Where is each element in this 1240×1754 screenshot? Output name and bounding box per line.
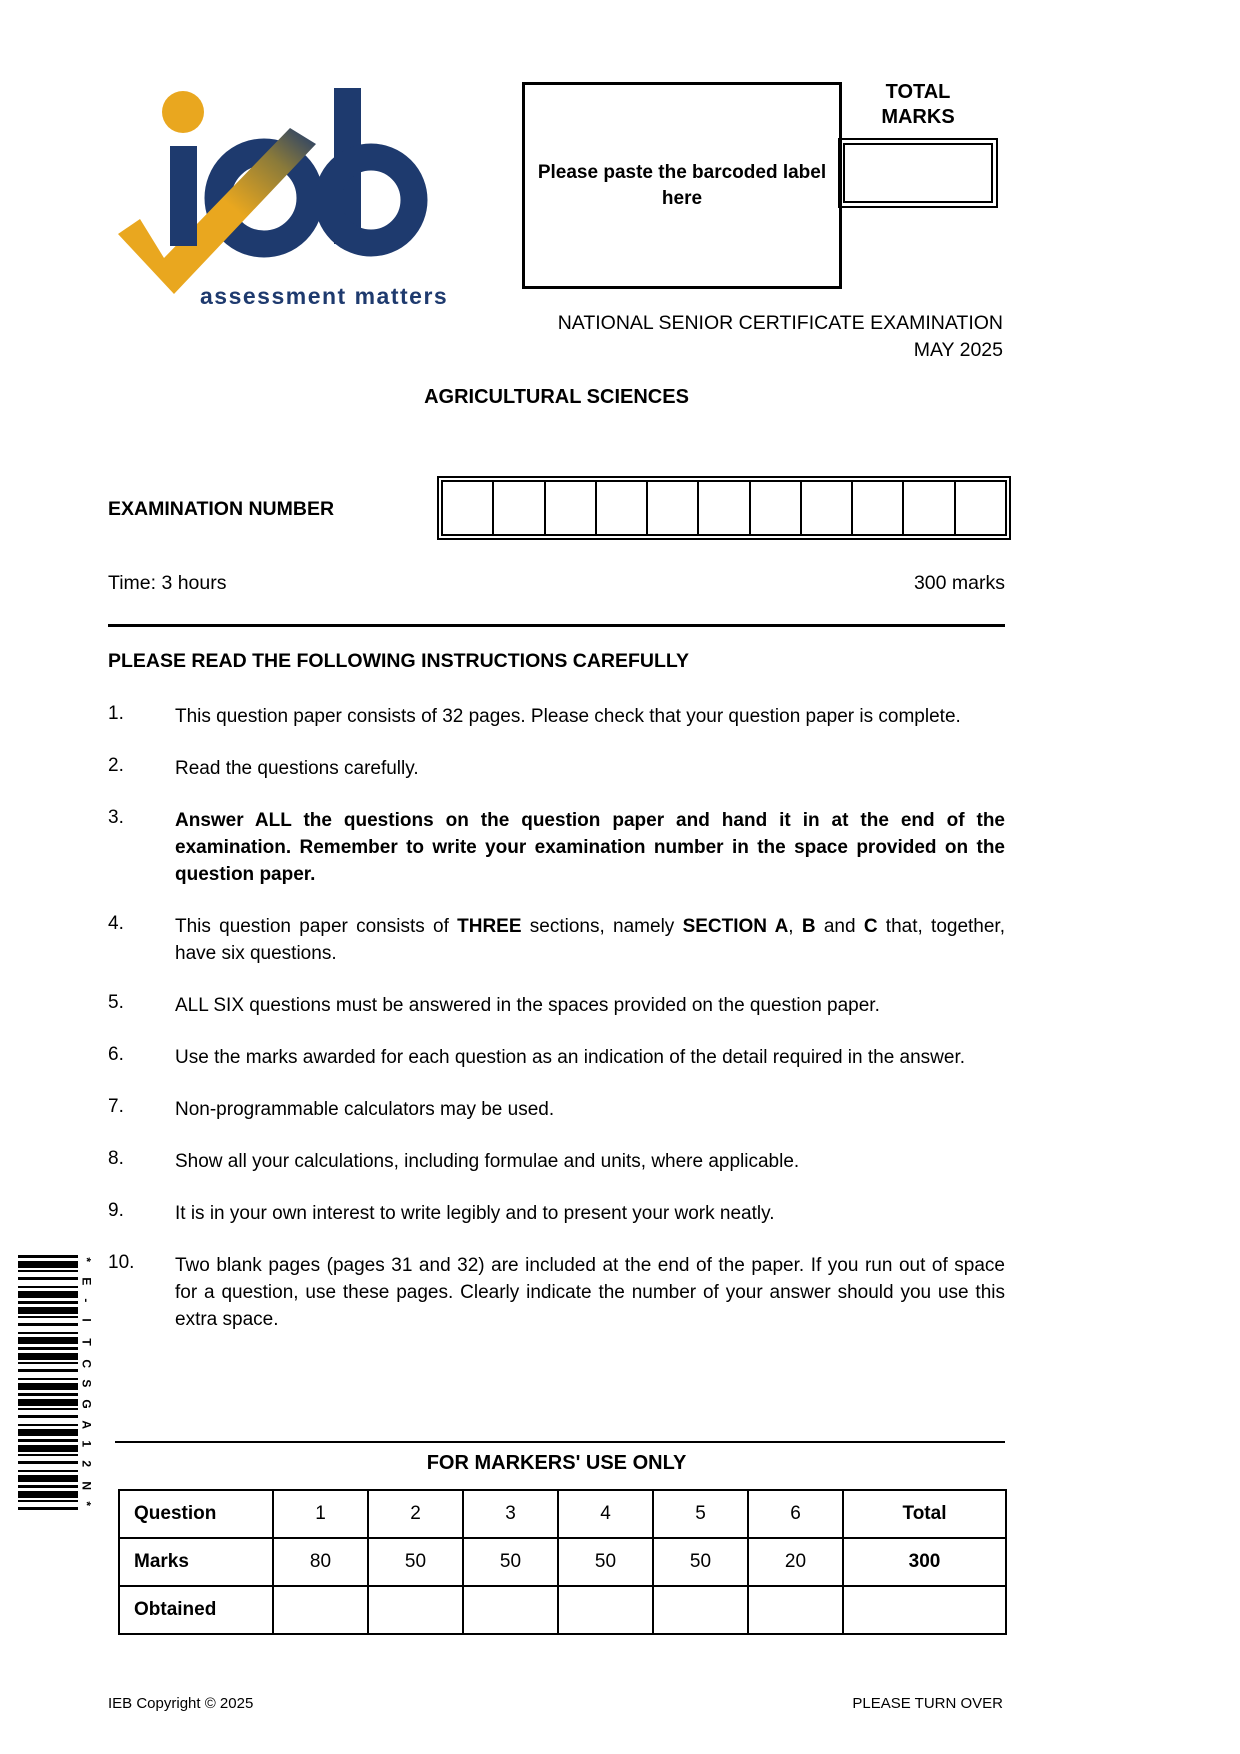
exam-number-grid (437, 476, 1011, 540)
markers-table-cell[interactable] (273, 1586, 368, 1634)
instruction-item (108, 992, 1005, 1019)
exam-number-cell[interactable] (443, 482, 494, 534)
markers-row-label: Question (119, 1490, 273, 1538)
logo-tagline: assessment matters (200, 283, 449, 309)
instruction-item (108, 755, 1005, 782)
markers-table-cell: 4 (558, 1490, 653, 1538)
markers-table-cell: 3 (463, 1490, 558, 1538)
markers-table-cell: 6 (748, 1490, 843, 1538)
barcode-char: T (79, 1338, 94, 1346)
instruction-number: 9. (108, 1200, 124, 1221)
instruction-item (108, 703, 1005, 730)
markers-table-cell[interactable] (843, 1586, 1006, 1634)
exam-number-cell[interactable] (546, 482, 597, 534)
barcode-char: C (79, 1358, 94, 1368)
instruction-number: 5. (108, 992, 124, 1013)
total-marks-text: 300 marks (913, 572, 1005, 594)
markers-table-cell: 80 (273, 1538, 368, 1586)
instruction-number: 3. (108, 807, 124, 828)
markers-table-cell[interactable] (463, 1586, 558, 1634)
ieb-logo-graphic (112, 82, 452, 312)
instruction-text: This question paper consists of 32 pages. Please check that your question paper is complete. (175, 706, 961, 727)
exam-number-cell[interactable] (904, 482, 955, 534)
markers-table-cell: 20 (748, 1538, 843, 1586)
markers-table-cell: 1 (273, 1490, 368, 1538)
exam-number-cell[interactable] (956, 482, 1005, 534)
instruction-text: Answer ALL the questions on the question paper and hand it in at the end of the examination. Remember to write your examination number in the space provided on the question paper. (175, 810, 1005, 885)
instruction-item (108, 1252, 1005, 1333)
instruction-item (108, 1200, 1005, 1227)
instruction-number: 2. (108, 755, 124, 776)
total-marks-label-line1: TOTAL (885, 81, 951, 103)
markers-table-title: FOR MARKERS' USE ONLY (426, 1452, 687, 1474)
markers-table-cell: 50 (558, 1538, 653, 1586)
markers-table-cell[interactable] (748, 1586, 843, 1634)
exam-number-cell[interactable] (699, 482, 750, 534)
instruction-item (108, 1044, 1005, 1071)
instruction-item (108, 1148, 1005, 1175)
logo-letter-b-bowl (328, 157, 414, 243)
instruction-item (108, 807, 1005, 888)
barcode-char: 1 (79, 1440, 94, 1447)
markers-table-cell[interactable] (653, 1586, 748, 1634)
instruction-text: It is in your own interest to write legibly and to present your work neatly. (175, 1203, 775, 1224)
markers-table-cell: 50 (653, 1538, 748, 1586)
markers-table-cell: 5 (653, 1490, 748, 1538)
barcode-char: N (79, 1480, 94, 1490)
barcode-icon (18, 1255, 78, 1513)
instructions-list (108, 703, 1005, 1358)
instruction-number: 4. (108, 913, 124, 934)
instruction-number: 8. (108, 1148, 124, 1169)
ieb-logo (112, 82, 452, 312)
barcode-char: G (79, 1399, 94, 1409)
exam-number-label: EXAMINATION NUMBER (108, 498, 335, 520)
exam-number-cells (441, 480, 1007, 536)
total-marks-box[interactable] (838, 138, 998, 208)
exam-number-cell[interactable] (751, 482, 802, 534)
exam-title: NATIONAL SENIOR CERTIFICATE EXAMINATION (557, 312, 1003, 334)
exam-number-cell[interactable] (802, 482, 853, 534)
markers-row-label: Marks (119, 1538, 273, 1586)
markers-table-cell: 50 (368, 1538, 463, 1586)
total-marks-block (838, 80, 998, 208)
logo-letter-i-dot (162, 91, 204, 133)
turn-over-text: PLEASE TURN OVER (852, 1695, 1003, 1712)
barcode-char: * (79, 1257, 94, 1262)
markers-table-cell[interactable] (368, 1586, 463, 1634)
markers-table-row (119, 1586, 1006, 1634)
exam-number-cell[interactable] (494, 482, 545, 534)
barcode-char: I (79, 1318, 94, 1322)
markers-table (118, 1489, 1007, 1635)
instruction-item (108, 1096, 1005, 1123)
logo-letter-i-stem (170, 146, 197, 246)
markers-table-cell: 2 (368, 1490, 463, 1538)
total-marks-box-inner (843, 143, 993, 203)
instruction-text: Two blank pages (pages 31 and 32) are included at the end of the paper. If you run out of space for a question, use these pages. Clearly indicate the number of your answer should you use this extra space. (175, 1255, 1005, 1330)
instruction-text: ALL SIX questions must be answered in the spaces provided on the question paper. (175, 995, 880, 1016)
markers-divider-rule (115, 1441, 1005, 1443)
barcode-label-text: Please paste the barcoded label here (537, 161, 827, 209)
instruction-text: Show all your calculations, including formulae and units, where applicable. (175, 1151, 800, 1172)
instruction-number: 7. (108, 1096, 124, 1117)
logo-swoosh-icon (118, 128, 316, 294)
exam-session: MAY 2025 (913, 339, 1003, 361)
exam-number-cell[interactable] (597, 482, 648, 534)
time-marks-row (108, 572, 1005, 595)
markers-row-label: Obtained (119, 1586, 273, 1634)
instruction-text: Read the questions carefully. (175, 758, 419, 779)
instruction-text: This question paper consists of THREE sections, namely SECTION A, B and C that, together, have six questions. (175, 916, 1005, 964)
exam-number-cell[interactable] (648, 482, 699, 534)
markers-table-cell: 300 (843, 1538, 1006, 1586)
markers-table-cell[interactable] (558, 1586, 653, 1634)
time-allocation: Time: 3 hours (108, 572, 227, 594)
instruction-number: 10. (108, 1252, 135, 1273)
markers-table-row (119, 1490, 1006, 1538)
exam-number-cell[interactable] (853, 482, 904, 534)
instruction-number: 1. (108, 703, 124, 724)
barcode-label-box[interactable] (522, 82, 842, 289)
markers-table-row (119, 1538, 1006, 1586)
instructions-heading: PLEASE READ THE FOLLOWING INSTRUCTIONS CAREFULLY (108, 650, 690, 672)
copyright-text: IEB Copyright © 2025 (108, 1695, 254, 1712)
barcode-char: S (79, 1379, 94, 1388)
barcode-char: 2 (79, 1460, 94, 1468)
barcode-char: E (79, 1277, 94, 1286)
divider-rule (108, 624, 1005, 627)
barcode-char: - (79, 1297, 94, 1302)
instruction-text: Use the marks awarded for each question as an indication of the detail required in the answer. (175, 1047, 966, 1068)
total-marks-label-line2: MARKS (881, 106, 955, 128)
instruction-item (108, 913, 1005, 967)
barcode-vertical-text (79, 1256, 94, 1512)
barcode-char: A (79, 1419, 94, 1429)
instruction-number: 6. (108, 1044, 124, 1065)
markers-table-cell: Total (843, 1490, 1006, 1538)
markers-table-cell: 50 (463, 1538, 558, 1586)
subject-title: AGRICULTURAL SCIENCES (424, 386, 689, 408)
barcode-char: * (79, 1501, 94, 1506)
instruction-text: Non-programmable calculators may be used. (175, 1099, 555, 1120)
